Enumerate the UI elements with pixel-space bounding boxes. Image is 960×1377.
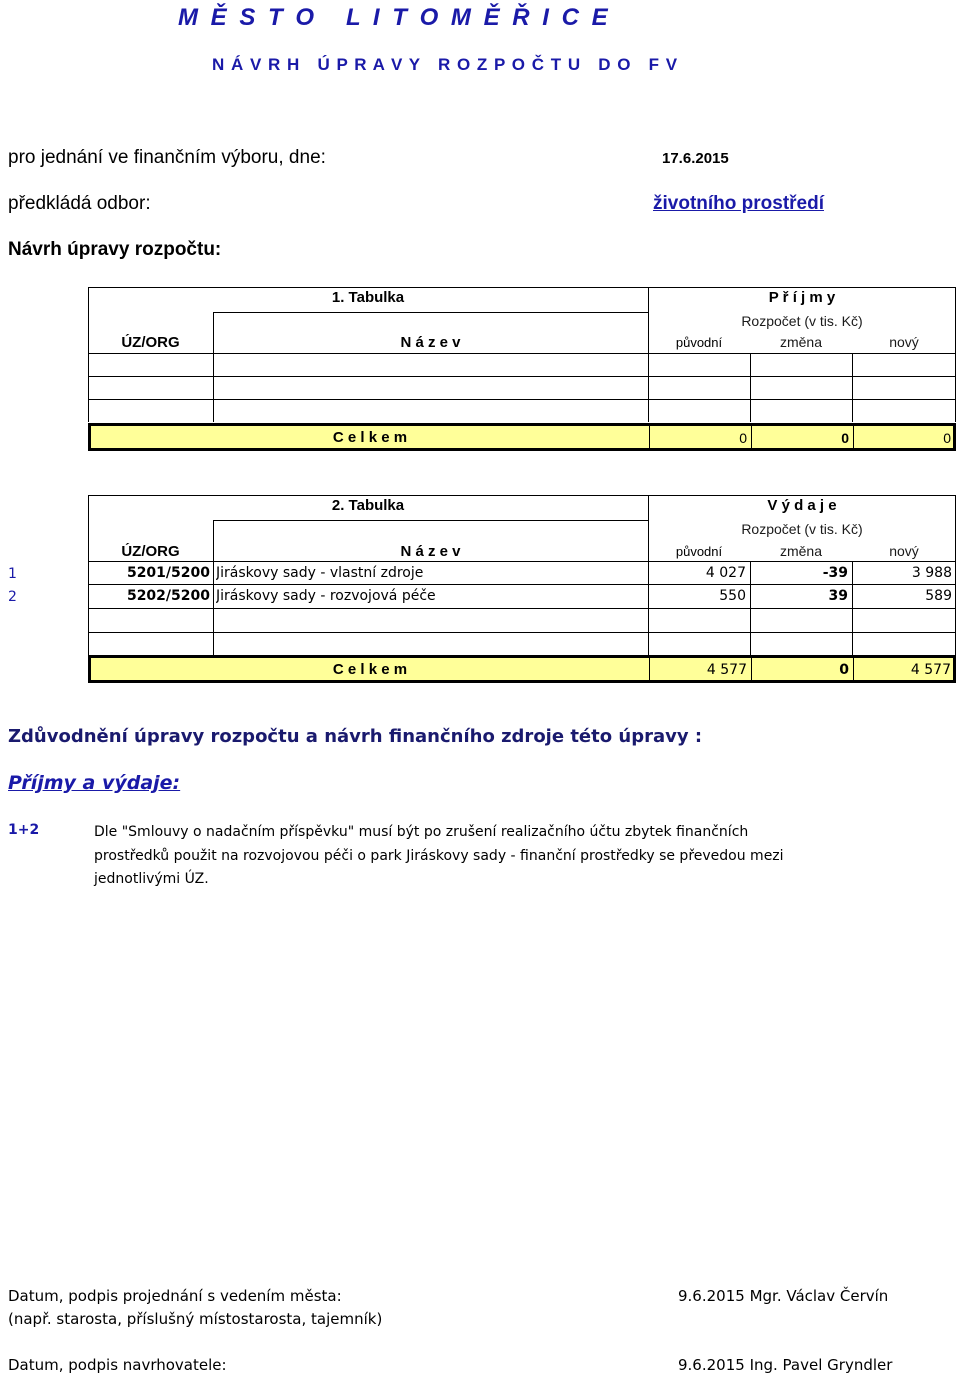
table-row-name: Jiráskovy sady - rozvojová péče [216,588,436,604]
table-row-change: -39 [822,565,848,581]
table2-col-name: N á z e v [400,543,461,560]
table1-total-row [88,423,956,451]
approval-note: (např. starosta, příslušný místostarosta, tajemník) [8,1310,383,1328]
row-number: 1 [8,566,17,582]
table-row-new: 589 [925,588,952,604]
department-link[interactable]: životního prostředí [653,193,824,214]
department-label: předkládá odbor: [8,193,151,214]
table-row-change: 39 [828,588,848,604]
table2-total-label: C e l k e m [332,661,408,678]
table-row-orig: 4 027 [705,565,746,581]
meeting-label: pro jednání ve finančním výboru, dne: [8,147,326,168]
table2-section: V ý d a j e [767,497,837,514]
document-title: M Ě S T O L I T O M Ě Ř I C E [178,4,611,31]
table1-caption: 1. Tabulka [331,289,405,306]
proposer-value: 9.6.2015 Ing. Pavel Gryndler [678,1356,893,1374]
document-subtitle: N Á V R H Ú P R A V Y R O Z P O Č T U D O F V [212,55,679,74]
table1-total-label: C e l k e m [332,429,408,446]
table-row-name: Jiráskovy sady - vlastní zdroje [216,565,424,581]
table2-col-orig: původní [675,544,723,559]
meeting-date: 17.6.2015 [662,150,729,167]
proposer-label: Datum, podpis navrhovatele: [8,1356,227,1374]
table2-col-change: změna [779,543,823,559]
table1-total-change: 0 [841,430,849,446]
justification-subheading: Příjmy a výdaje: [8,772,181,794]
table2-col-new: nový [889,543,919,559]
table1-col-change: změna [779,334,823,350]
proposal-label: Návrh úpravy rozpočtu: [8,239,222,260]
approval-label: Datum, podpis projednání s vedením města: [8,1287,342,1305]
approval-value: 9.6.2015 Mgr. Václav Červín [678,1287,889,1305]
table2-budget-label: Rozpočet (v tis. Kč) [741,521,863,537]
table-row-code: 5202/5200 [126,588,210,604]
table-row-code: 5201/5200 [126,565,210,581]
justification-text: Dle "Smlouvy o nadačním příspěvku" musí být po zrušení realizačního účtu zbytek finančních prostředků použit na rozvojovou péči o park Jiráskovy sady - finanční prostředky se převedou mezi jednotlivými ÚZ. [94,824,784,887]
table2-total-new: 4 577 [910,662,951,678]
table1-budget-label: Rozpočet (v tis. Kč) [741,313,863,329]
table-row-orig: 550 [719,588,746,604]
table2-total-orig: 4 577 [706,662,747,678]
table1-col-name: N á z e v [400,334,461,351]
table-row-new: 3 988 [911,565,952,581]
justification-heading: Zdůvodnění úpravy rozpočtu a návrh finančního zdroje této úpravy : [8,726,703,747]
table2-caption: 2. Tabulka [331,497,405,514]
income-table [88,287,956,417]
row-number: 2 [8,589,17,605]
justification-item-number: 1+2 [8,822,40,838]
table1-section: P ř í j m y [768,289,836,306]
table2-total-change: 0 [839,662,849,678]
table2-col-code: ÚZ/ORG [121,543,180,560]
table1-total-orig: 0 [739,430,747,446]
table1-col-orig: původní [675,335,723,350]
table2-total-row [88,655,956,683]
table1-col-new: nový [889,334,919,350]
expense-table [88,495,956,655]
table1-col-code: ÚZ/ORG [121,334,180,351]
table1-total-new: 0 [943,430,951,446]
